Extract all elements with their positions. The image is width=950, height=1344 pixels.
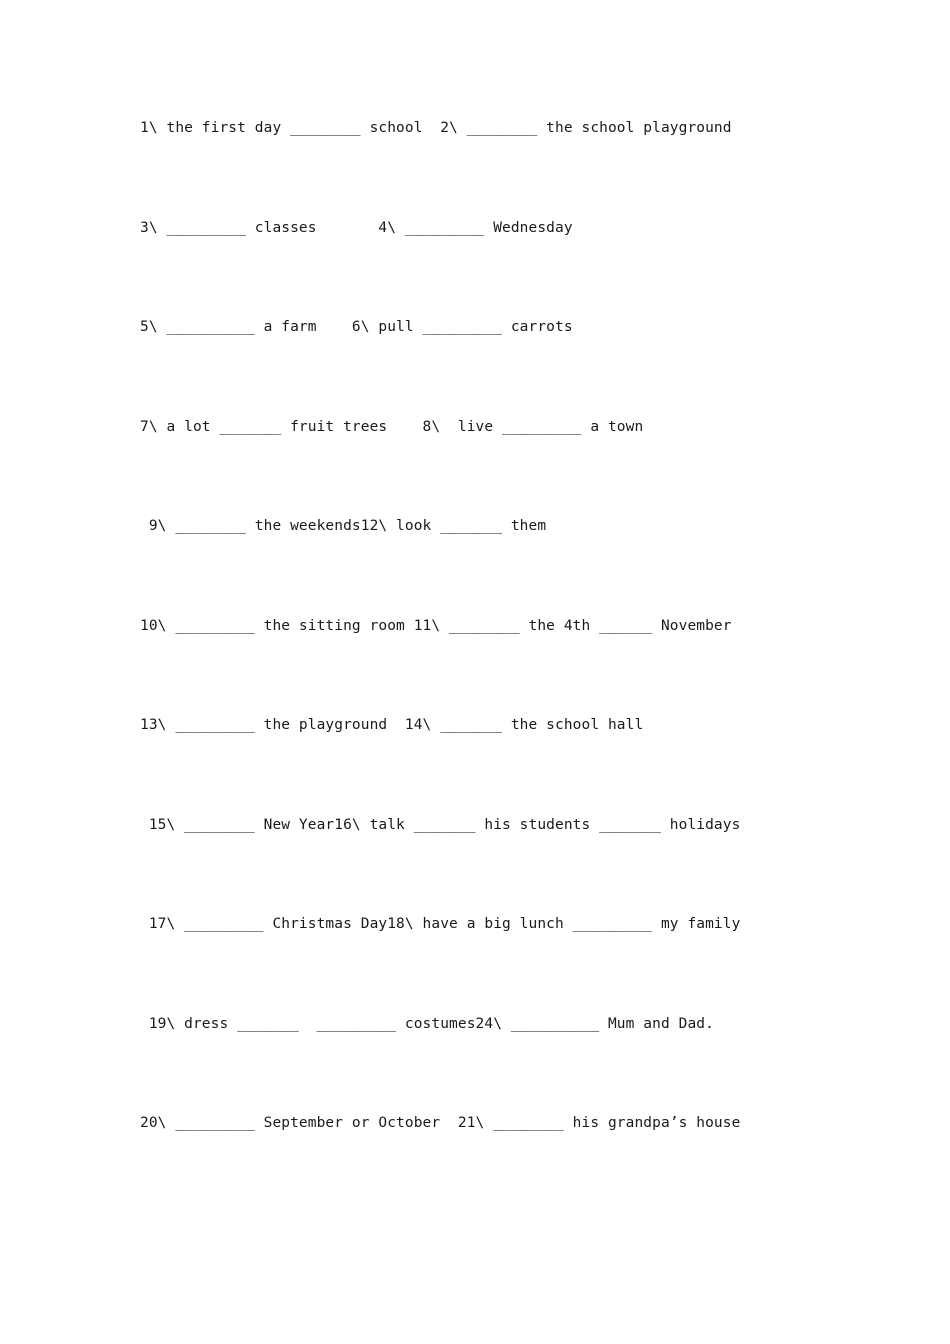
exercise-line-4: 7\ a lot _______ fruit trees 8\ live _________ a town [140, 419, 644, 435]
exercise-line-1: 1\ the first day ________ school 2\ ________ the school playground [140, 120, 732, 136]
exercise-line-7: 13\ _________ the playground 14\ _______ the school hall [140, 717, 644, 733]
exercise-line-3: 5\ __________ a farm 6\ pull _________ carrots [140, 319, 573, 335]
exercise-line-2: 3\ _________ classes 4\ _________ Wednesday [140, 220, 573, 236]
exercise-line-11: 20\ _________ September or October 21\ ________ his grandpa’s house [140, 1115, 741, 1131]
exercise-line-10: 19\ dress _______ _________ costumes24\ __________ Mum and Dad. [140, 1016, 714, 1032]
exercise-line-8: 15\ ________ New Year16\ talk _______ his students _______ holidays [140, 817, 741, 833]
exercise-line-5: 9\ ________ the weekends12\ look _______ them [140, 518, 547, 534]
exercise-line-9: 17\ _________ Christmas Day18\ have a big lunch _________ my family [140, 916, 741, 932]
exercise-line-6: 10\ _________ the sitting room 11\ ________ the 4th ______ November [140, 618, 732, 634]
